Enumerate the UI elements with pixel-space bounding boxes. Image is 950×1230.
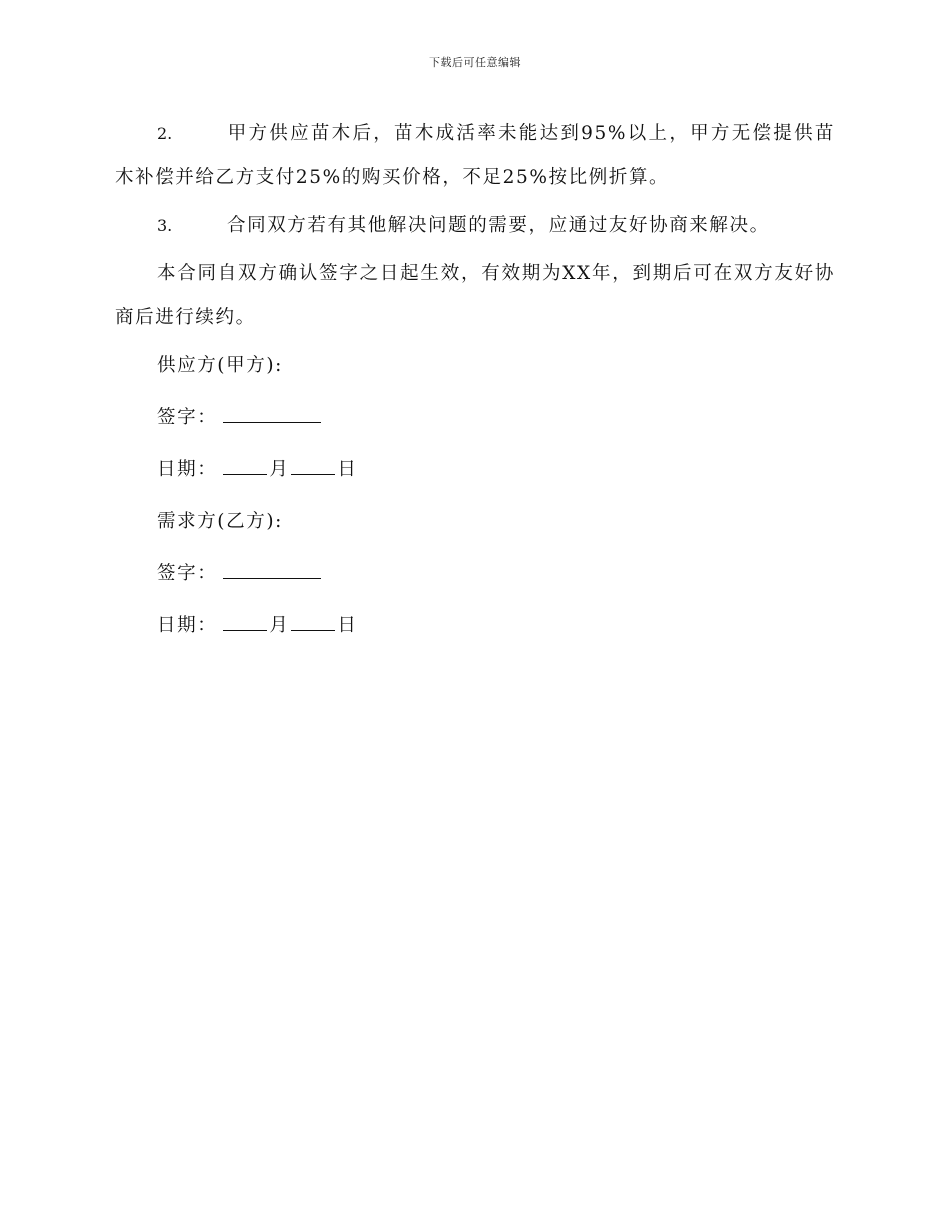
party-b-label: 需求方(乙方): [157,511,283,532]
party-b-date-line [115,604,835,648]
party-a-day-blank [291,460,335,475]
party-a-date-line [115,448,835,492]
party-a-date-label: 日期： [157,459,218,480]
clause-3-number: 3. [157,216,173,235]
party-a-day-label: 日 [337,459,358,480]
clause-3-text: 合同双方若有其他解决问题的需要，应通过友好协商来解决。 [227,215,770,236]
party-b-signature-line [115,552,835,596]
party-b-date-label: 日期： [157,615,218,636]
party-b-day-blank [291,616,335,631]
party-a-signature-line [115,396,835,440]
document-body [115,112,835,656]
party-b-month-blank [223,616,267,631]
party-a-label: 供应方(甲方): [157,355,283,376]
party-b-day-label: 日 [337,615,358,636]
party-b-month-label: 月 [269,615,290,636]
clause-2-text: 甲方供应苗木后，苗木成活率未能达到95%以上，甲方无偿提供苗木补偿并给乙方支付25%的购买价格，不足25%按比例折算。 [115,123,835,188]
party-a-month-blank [223,460,267,475]
clause-2 [115,112,835,200]
clause-2-number: 2. [157,124,173,143]
page-header: 下载后可任意编辑 [429,56,521,69]
party-b-sign-label: 签字： [157,563,218,584]
party-a-signature-blank [223,408,321,423]
party-b-signature-blank [223,564,321,579]
clause-3 [115,204,835,248]
validity-paragraph: 本合同自双方确认签字之日起生效，有效期为XX年，到期后可在双方友好协商后进行续约。 [115,263,835,328]
party-a-sign-label: 签字： [157,407,218,428]
party-a-month-label: 月 [269,459,290,480]
